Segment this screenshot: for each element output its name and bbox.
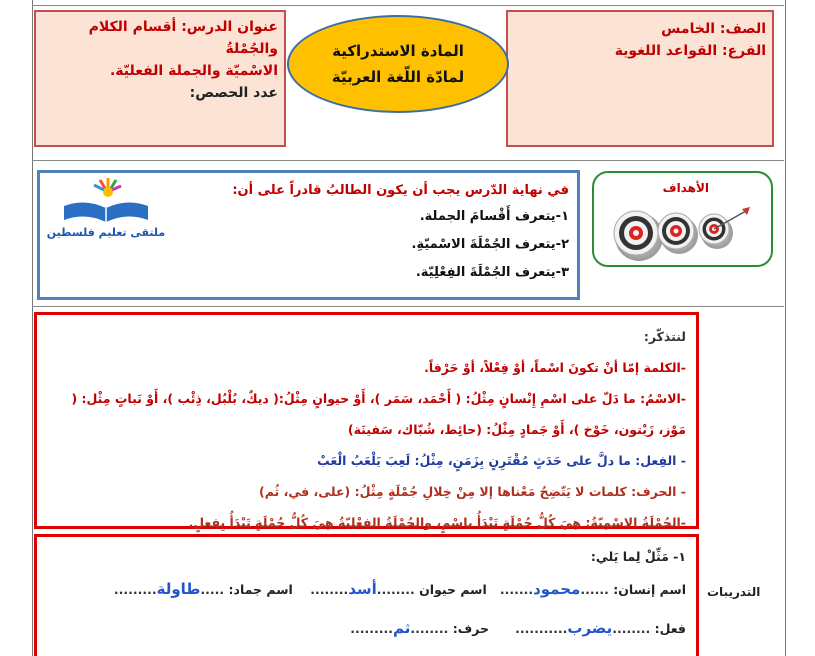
exercise-row-1 <box>45 573 686 606</box>
goal-item-1: ١-يتعرف أَقْسامَ الجملة. <box>419 209 569 224</box>
objectives-label-box <box>592 171 773 267</box>
noun-definition-1: -الاسْمُ: ما دَلّ على اسْمِ إِنْسانٍ مِثْلُ: ( أَحْمَد، سَمَر )، أَوْ حيوانٍ مِثْلُ:( ديكٌ، بُلْبُل، ذِئْب )، أَوْ نَباتٍ مِثْل: ( <box>71 391 686 406</box>
subject-line1: المادة الاستدراكية <box>332 42 464 60</box>
blank-dots: ........ <box>410 621 449 636</box>
object-noun-label: اسم جماد: <box>228 582 293 597</box>
targets-icon <box>606 197 756 261</box>
verb-definition: - الفِعل: ما دلَّ على حَدَثٍ مُقْتَرِنٍ بِزَمَنٍ، مِثْلُ: لَعِبَ يَلْعَبُ الْعَبْ <box>317 453 686 468</box>
verb-label: فعل: <box>654 621 686 636</box>
subject-line2: لمادّة اللّغة العربيّة <box>331 68 465 86</box>
particle-label: حرف: <box>452 621 490 636</box>
lesson-title-line1: عنوان الدرس: أقسام الكلام والجُمْلةُ <box>88 19 278 57</box>
human-noun-label: اسم إنسان: <box>613 582 686 597</box>
blank-dots: ....... <box>499 582 534 597</box>
verb-answer[interactable]: يضرب <box>567 619 613 637</box>
forum-logo-text: ملتقى تعليم فلسطين <box>46 226 166 239</box>
particle-definition: - الحرف: كلمات لا يَتّضِحُ مَعْناها إلا مِنْ خِلالِ جُمْلَةٍ مِثْلُ: (على، في، ثُم) <box>259 484 686 499</box>
animal-noun-label: اسم حيوان <box>419 582 487 597</box>
sentence-definition: -الجُمْلَةُ الاسْمِيّةُ: هِيَ كُلُّ جُمْلَةٍ تَبْدَأُ باسْمٍ، والجُمْلَةُ الفِعْلِيّةُ هِيَ كُلُّ جُمْلَةٍ تَبْدَأُ بِفِعلٍ. <box>188 515 686 530</box>
blank-dots: ..... <box>200 582 225 597</box>
noun-definition-2: مَوْز، زَيْتون، خَوْخ )، أَوْ جَمادٍ مِثْلُ: (حائِط، شُبّاك، سَفينَة) <box>347 422 686 437</box>
grade-label: الصف: الخامس <box>661 21 766 37</box>
blank-dots: ........... <box>515 621 568 636</box>
human-noun-answer[interactable]: محمود <box>533 580 581 598</box>
lesson-title-line2: الاسْميّة والجملة الفعليّة. <box>109 63 278 79</box>
forum-logo <box>40 176 172 244</box>
objectives-label: الأهداف <box>662 181 709 195</box>
blank-dots: ........ <box>612 621 651 636</box>
subject-oval <box>287 15 509 113</box>
blank-dots: ........ <box>310 582 349 597</box>
remember-box <box>34 312 699 529</box>
exercise-question-1: ١- مَثِّلْ لِما يَلي: <box>590 549 686 564</box>
book-logo-icon <box>40 176 172 226</box>
blank-dots: ......... <box>113 582 157 597</box>
remember-title: لنتذكّر: <box>643 329 686 344</box>
goals-intro: في نهاية الدّرس يجب أن يكون الطالبُ قادراً على أن: <box>232 183 569 198</box>
particle-answer[interactable]: ثم <box>392 619 411 637</box>
animal-noun-answer[interactable]: أسد <box>348 580 377 598</box>
branch-label: الفرع: القواعد اللغوية <box>614 43 766 59</box>
header-rule <box>32 160 784 161</box>
goal-item-3: ٣-يتعرف الجُمْلَةَ الفِعْلِيّة. <box>415 265 569 280</box>
object-noun-answer[interactable]: طاولة <box>156 580 201 598</box>
grade-box <box>506 10 774 147</box>
word-definition: -الكلمة إمّا أنْ تكونَ اسْماً، أوْ فِعْلاً، أوْ حَرْفاً. <box>424 360 686 375</box>
lesson-box <box>34 10 286 147</box>
top-rule <box>32 5 784 6</box>
exercise-row-2 <box>45 612 686 645</box>
blank-dots: ......... <box>350 621 393 636</box>
goal-item-2: ٢-يتعرف الجُمْلَةَ الاسْميّةِ. <box>411 237 569 252</box>
blank-dots: ........ <box>376 582 415 597</box>
blank-dots: ...... <box>580 582 609 597</box>
objectives-rule <box>32 306 784 307</box>
exercises-box <box>34 534 699 656</box>
sessions-count: عدد الحصص: <box>189 85 278 101</box>
exercises-side-label: التدريبات <box>707 585 761 599</box>
